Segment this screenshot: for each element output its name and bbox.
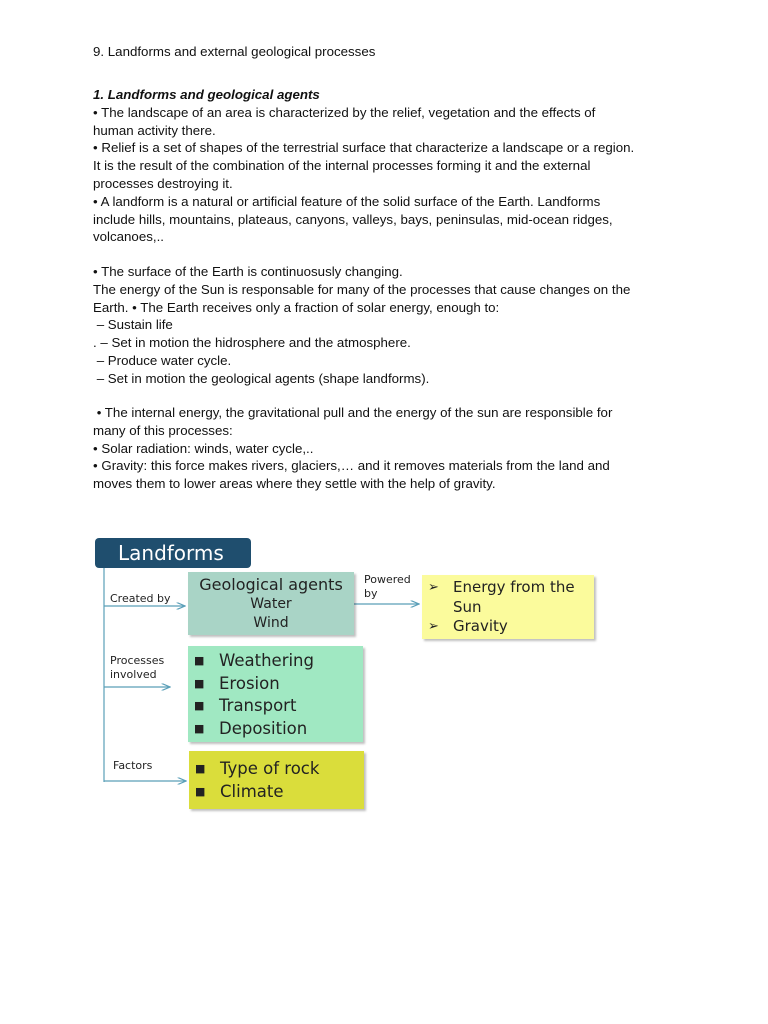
paragraph-line: volcanoes,.. — [93, 229, 164, 245]
arrowhead-bullet-icon: ➢ — [428, 619, 439, 634]
section-heading: 1. Landforms and geological agents — [93, 87, 320, 102]
process-item: ■ Deposition — [194, 718, 363, 741]
paragraph-line: • A landform is a natural or artificial feature of the solid surface of the Earth. Landforms — [93, 193, 601, 209]
factors-box — [189, 751, 364, 809]
paragraph-line: • The surface of the Earth is continuosusly changing. — [93, 264, 403, 279]
agent-item: Wind — [253, 615, 289, 631]
paragraph-line: • Gravity: this force makes rivers, glaciers,… and it removes materials from the land and — [93, 458, 610, 474]
created-by-label: Created by — [110, 592, 171, 605]
factor-item: ■ Type of rock — [195, 758, 364, 781]
paragraph-line: many of this processes: — [93, 422, 233, 438]
paragraph-line: • Relief is a set of shapes of the terrestrial surface that characterize a landscape or a region. — [93, 140, 635, 156]
square-bullet-icon: ■ — [194, 676, 205, 690]
processes-label-line: Processes — [110, 654, 165, 667]
paragraph-line: • The internal energy, the gravitational pull and the energy of the sun are responsible for — [93, 405, 613, 420]
paragraph-line: human activity there. — [93, 122, 216, 138]
paragraph-line: include hills, mountains, plateaus, canyons, valleys, bays, peninsulas, mid-ocean ridges, — [93, 211, 613, 227]
powered-by-label-line: by — [364, 587, 378, 600]
energy-item: ➢ Energy from the — [428, 578, 575, 596]
factor-item: ■ Climate — [195, 781, 364, 804]
document-title: 9. Landforms and external geological processes — [93, 44, 376, 59]
processes-box — [188, 646, 363, 742]
process-item: ■ Erosion — [194, 673, 363, 696]
energy-item: ➢ Gravity — [428, 617, 508, 635]
geological-agents-box — [188, 572, 354, 635]
energy-sources-box — [422, 575, 594, 639]
list-line: – Set in motion the geological agents (shape landforms). — [93, 370, 430, 386]
list-line: – Produce water cycle. — [93, 352, 232, 368]
powered-by-label-line: Powered — [364, 573, 411, 586]
list-line: – Sustain life — [93, 317, 173, 333]
paragraph-line: It is the result of the combination of the internal processes forming it and the external — [93, 158, 591, 174]
process-item: ■ Weathering — [194, 650, 363, 673]
square-bullet-icon: ■ — [195, 784, 206, 798]
agents-heading: Geological agents — [199, 575, 343, 594]
square-bullet-icon: ■ — [195, 762, 206, 775]
paragraph-line: moves them to lower areas where they settle with the help of gravity. — [93, 476, 496, 492]
list-line: . – Set in motion the hidrosphere and the atmosphere. — [93, 335, 411, 351]
square-bullet-icon: ■ — [194, 721, 205, 735]
processes-label — [110, 654, 164, 682]
paragraph-line: • Solar radiation: winds, water cycle,.. — [93, 440, 314, 456]
paragraph-line: processes destroying it. — [93, 175, 233, 191]
processes-label-line: involved — [110, 668, 157, 681]
paragraph-line: The energy of the Sun is responsable for many of the processes that cause changes on the — [93, 281, 631, 297]
square-bullet-icon: ■ — [194, 699, 205, 712]
diagram-title: Landforms — [95, 538, 251, 568]
square-bullet-icon: ■ — [194, 654, 205, 667]
agent-item: Water — [250, 596, 292, 612]
factors-label: Factors — [113, 759, 153, 772]
powered-by-label — [364, 573, 411, 601]
paragraph-line: • The landscape of an area is characterized by the relief, vegetation and the effects of — [93, 104, 596, 120]
process-item: ■ Transport — [194, 695, 363, 718]
energy-item-continuation: Sun — [453, 597, 482, 616]
paragraph-line: Earth. • The Earth receives only a fraction of solar energy, enough to: — [93, 299, 500, 315]
arrowhead-bullet-icon: ➢ — [428, 580, 439, 595]
